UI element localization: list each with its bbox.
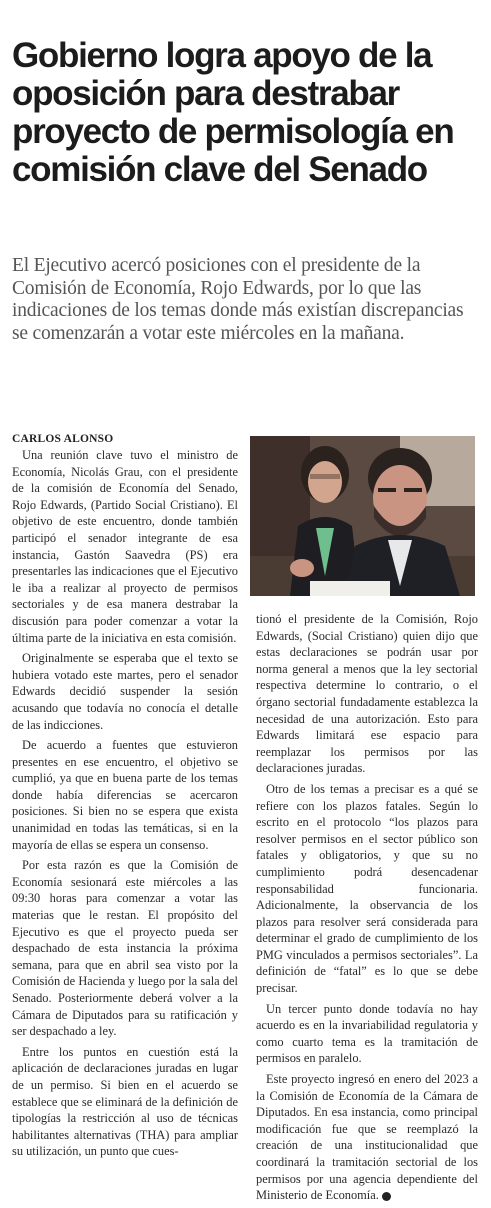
- paragraph-last-text: Este proyecto ingresó en enero del 2023 a la Comisión de Economía de la Cámara de Diputados. En esa instancia, como principal modificación fue que se reemplazó la creación de una institucionalidad que coordinará la tramitación sectorial de los permisos por una agencia dependiente del Ministerio de Economía.: [256, 1072, 478, 1203]
- end-of-article-icon: P: [382, 1192, 391, 1201]
- article-column-1: [12, 447, 238, 1164]
- paragraph: Un tercer punto donde todavía no hay acuerdo es en la invariabilidad regulatoria y como cuarto tema es la tramitación de permisos en paralelo.: [256, 1001, 478, 1066]
- subtitle: El Ejecutivo acercó posiciones con el presidente de la Comisión de Economía, Rojo Edwards, por lo que las indicaciones de los temas donde más existían discrepancias se comenzarán a votar este miércoles en la mañana.: [12, 255, 464, 344]
- photo-image: [250, 436, 475, 596]
- paragraph: Originalmente se esperaba que el texto se hubiera votado este martes, pero el senador Edwards decidió suspender la sesión acusando que todavía no conocía el detalle de las indicciones.: [12, 651, 238, 732]
- paragraph: De acuerdo a fuentes que estuvieron presentes en ese encuentro, el objetivo se cumplió, ya que en buena parte de los temas donde había diferencias se acercaron posiciones. Si bien no se espera que exista unanimidad en todas las temáticas, si en la mayoría de ellas se espera un consenso.: [12, 738, 238, 852]
- article-column-2: [256, 611, 478, 1208]
- paragraph: Entre los puntos en cuestión está la aplicación de declaraciones juradas en lugar de un permiso. Si bien en el acuerdo se establece que se eliminará de la definición de tipologías la restricción al uso de técnicas habilitantes alternativas (THA) para ampliar su utilización, un punto que cues-: [12, 1044, 238, 1159]
- paragraph: Por esta razón es que la Comisión de Economía sesionará este miércoles a las 09:30 horas para comenzar a votar las materias que le restan. El propósito del Ejecutivo es que el proyecto pueda ser despachado de esta instancia la próxima semana, para que en abril sea visto por la Comisión de Hacienda y luego por la sala del Senado. Posteriormente deberá volver a la Cámara de Diputados para su ratificación y ser despachado a ley.: [12, 858, 238, 1039]
- paragraph-last: [256, 1071, 478, 1204]
- paragraph: Una reunión clave tuvo el ministro de Economía, Nicolás Grau, con el presidente de la comisión de Economía del Senado, Rojo Edwards, (Partido Social Cristiano). El objetivo de este encuentro, donde también participó el senador integrante de esa instancia, Gastón Saavedra (PS) era presentarles las indicaciones que el Ejecutivo le iba a realizar al proyecto de permisos sectoriales y de esa manera destrabar la discusión para poder comenzar a votar la última parte de la iniciativa en esta comisión.: [12, 448, 238, 645]
- byline: CARLOS ALONSO: [12, 433, 114, 445]
- headline: Gobierno logra apoyo de la oposición para destrabar proyecto de permisología en comisión clave del Senado: [12, 36, 454, 190]
- article-photo: [250, 436, 475, 596]
- paragraph: Otro de los temas a precisar es a qué se refiere con los plazos fatales. Según lo escrito en el protocolo “los plazos para resolver permisos en el sector público son fatales y obligatorios, y que su no cumplimiento podrá desencadenar responsabilidad funcionaria. Adicionalmente, la observancia de los plazos para resolver será considerada para determinar el grado de cumplimiento de los PMG vinculados a permisos sectoriales”. La definición de “fatal” es lo que se debe precisar.: [256, 781, 478, 996]
- paragraph: tionó el presidente de la Comisión, Rojo Edwards, (Social Cristiano) quien dijo que estas declaraciones se podrán usar por norma general a menos que la ley sectorial respectiva determine lo contrario, o el órgano sectorial fundadamente establezca la necesidad de una autorización. Esto para Edwards limitará ese espacio para reemplazar los permisos por las declaraciones juradas.: [256, 612, 478, 776]
